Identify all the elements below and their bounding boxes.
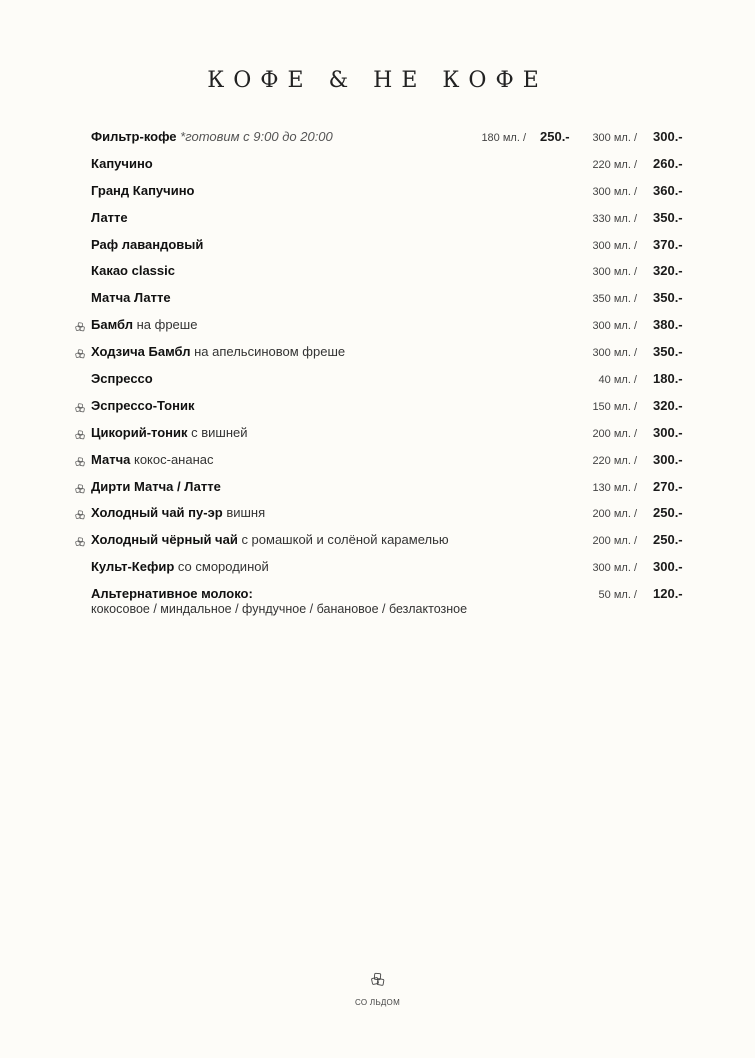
item-volume: 130 мл. / bbox=[592, 481, 637, 494]
menu-item-name bbox=[91, 127, 333, 147]
item-title: Эспрессо-Тоник bbox=[91, 397, 195, 413]
ice-icon bbox=[370, 972, 386, 988]
menu-item-name bbox=[91, 503, 265, 523]
item-price: 370.- bbox=[653, 236, 683, 252]
item-volume-small: 180 мл. / bbox=[481, 132, 526, 144]
item-title: Холодный чёрный чай bbox=[91, 532, 238, 548]
item-volume: 50 мл. / bbox=[598, 589, 637, 602]
item-volume: 300 мл. / bbox=[592, 239, 637, 252]
item-price-small: 250.- bbox=[540, 129, 570, 144]
item-volume: 150 мл. / bbox=[592, 400, 637, 413]
item-title: Гранд Капучино bbox=[91, 182, 195, 198]
item-description: со смородиной bbox=[174, 559, 269, 575]
item-title: Эспрессо bbox=[91, 371, 153, 387]
legend bbox=[0, 972, 755, 1010]
item-options: кокосовое / миндальное / фундучное / банановое / безлактозное bbox=[91, 602, 468, 617]
item-price: 300.- bbox=[653, 451, 683, 467]
item-price: 250.- bbox=[653, 532, 683, 548]
item-volume: 200 мл. / bbox=[592, 535, 637, 548]
item-price: 300.- bbox=[653, 559, 683, 575]
item-price: 320.- bbox=[653, 397, 683, 413]
item-volume: 300 мл. / bbox=[592, 266, 637, 279]
item-volume: 220 мл. / bbox=[592, 158, 637, 171]
ice-icon bbox=[75, 427, 86, 438]
menu-item bbox=[0, 369, 755, 396]
menu-item-name bbox=[91, 423, 248, 443]
page-title: КОФЕ & НЕ КОФЕ bbox=[207, 68, 548, 93]
item-description: на фреше bbox=[132, 317, 198, 333]
item-volume: 200 мл. / bbox=[592, 427, 637, 440]
item-volume: 300 мл. / bbox=[592, 347, 637, 360]
item-volume: 40 мл. / bbox=[598, 374, 637, 387]
menu-item bbox=[0, 181, 755, 208]
menu-item-name bbox=[91, 342, 345, 362]
item-price: 180.- bbox=[653, 371, 683, 387]
menu-item bbox=[0, 235, 755, 262]
menu-item-name bbox=[91, 530, 449, 550]
item-price: 300.- bbox=[653, 424, 683, 440]
item-price: 380.- bbox=[653, 317, 683, 333]
menu-item bbox=[0, 342, 755, 369]
ice-icon bbox=[75, 481, 86, 492]
ice-icon bbox=[75, 346, 86, 357]
item-description: вишня bbox=[222, 505, 266, 521]
item-price: 270.- bbox=[653, 478, 683, 494]
menu-item bbox=[0, 503, 755, 530]
item-price: 350.- bbox=[653, 344, 683, 360]
item-title: Матча Латте bbox=[91, 290, 171, 306]
item-description: на апельсиновом фреше bbox=[190, 344, 346, 360]
item-price: 320.- bbox=[653, 263, 683, 279]
menu-item-name bbox=[91, 181, 195, 201]
item-volume: 300 мл. / bbox=[592, 320, 637, 333]
item-price: 120.- bbox=[653, 586, 683, 602]
item-title: Альтернативное молоко: bbox=[91, 586, 253, 602]
menu-item-name bbox=[91, 208, 128, 228]
item-title: Раф лавандовый bbox=[91, 236, 204, 252]
item-title: Капучино bbox=[91, 155, 153, 171]
menu-item-name bbox=[91, 477, 221, 497]
item-description: с ромашкой и солёной карамелью bbox=[237, 532, 449, 548]
item-price: 300.- bbox=[653, 129, 683, 144]
item-title: Холодный чай пу-эр bbox=[91, 505, 223, 521]
menu-item bbox=[0, 423, 755, 450]
item-description: кокос-ананас bbox=[130, 451, 214, 467]
menu-item-name bbox=[91, 235, 203, 255]
ice-icon bbox=[75, 319, 86, 330]
menu-item bbox=[0, 127, 755, 154]
item-price: 250.- bbox=[653, 505, 683, 521]
item-note: *готовим с 9:00 до 20:00 bbox=[180, 129, 333, 144]
menu-item-name bbox=[91, 450, 214, 470]
ice-icon bbox=[75, 534, 86, 545]
item-price: 350.- bbox=[653, 290, 683, 306]
item-title: Какао classic bbox=[91, 263, 175, 279]
menu-item bbox=[0, 261, 755, 288]
menu-item-name bbox=[91, 557, 269, 577]
menu-item bbox=[0, 557, 755, 584]
item-title: Цикорий-тоник bbox=[91, 424, 188, 440]
menu-item-name bbox=[91, 396, 194, 416]
item-title: Культ-Кефир bbox=[91, 559, 175, 575]
ice-icon bbox=[75, 507, 86, 518]
item-volume: 300 мл. / bbox=[592, 562, 637, 575]
menu-item bbox=[0, 584, 755, 624]
item-volume: 200 мл. / bbox=[592, 508, 637, 521]
item-volume: 300 мл. / bbox=[592, 132, 637, 144]
ice-icon bbox=[75, 400, 86, 411]
item-price: 260.- bbox=[653, 155, 683, 171]
menu-item bbox=[0, 288, 755, 315]
item-title: Латте bbox=[91, 209, 128, 225]
item-volume: 220 мл. / bbox=[592, 454, 637, 467]
menu-item bbox=[0, 315, 755, 342]
menu-item-name bbox=[91, 315, 197, 335]
item-price: 350.- bbox=[653, 209, 683, 225]
menu-list bbox=[0, 127, 755, 624]
menu-item bbox=[0, 477, 755, 504]
item-title: Матча bbox=[91, 451, 131, 467]
menu-item bbox=[0, 530, 755, 557]
legend-label: СО ЛЬДОМ bbox=[354, 998, 401, 1007]
menu-item bbox=[0, 208, 755, 235]
item-title: Ходзича Бамбл bbox=[91, 344, 191, 360]
item-title: Фильтр-кофе bbox=[91, 129, 177, 144]
ice-icon bbox=[75, 454, 86, 465]
item-title: Бамбл bbox=[91, 317, 133, 333]
item-volume: 300 мл. / bbox=[592, 185, 637, 198]
menu-item bbox=[0, 154, 755, 181]
menu-item-name bbox=[91, 369, 153, 389]
item-volume: 330 мл. / bbox=[592, 212, 637, 225]
menu-item-name bbox=[91, 261, 175, 281]
item-description: с вишней bbox=[187, 424, 248, 440]
menu-item-name bbox=[91, 288, 171, 308]
menu-item bbox=[0, 450, 755, 477]
menu-item-name bbox=[91, 154, 153, 174]
item-volume: 350 мл. / bbox=[592, 293, 637, 306]
item-price: 360.- bbox=[653, 182, 683, 198]
item-title: Дирти Матча / Латте bbox=[91, 478, 221, 494]
menu-item bbox=[0, 396, 755, 423]
